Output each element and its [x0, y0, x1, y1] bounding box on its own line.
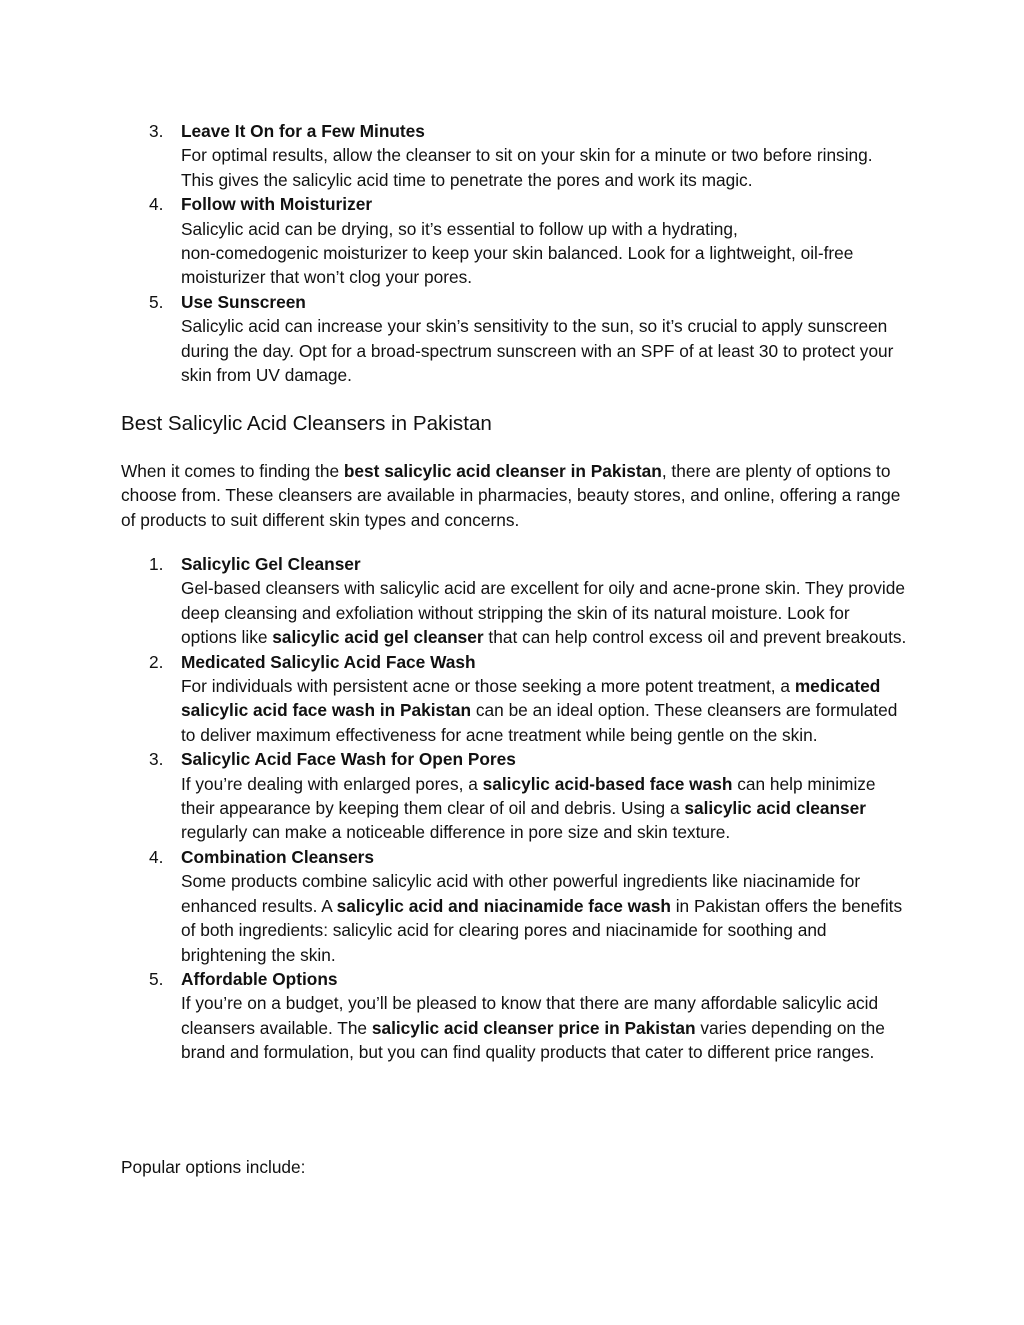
item-title: Combination Cleansers [181, 846, 375, 867]
body-text: For individuals with persistent acne or those seeking a more potent treatment, a [181, 676, 795, 697]
closing-paragraph: Popular options include: [121, 1157, 306, 1177]
list-item [121, 747, 907, 845]
item-body: Salicylic acid can increase your skin’s sensitivity to the sun, so it’s crucial to apply sunscreen during the day. Opt for a broad-spectrum sunscreen with an SPF of at least 30 to protect your skin from UV damage. [181, 316, 894, 386]
item-title: Salicylic Acid Face Wash for Open Pores [181, 749, 516, 770]
intro-paragraph [121, 459, 911, 532]
item-title: Medicated Salicylic Acid Face Wash [181, 651, 476, 672]
item-body [181, 576, 907, 649]
body-text: can help minimize their appearance by keeping them clear of oil and debris. Using a [181, 773, 876, 819]
body-text: Gel-based cleansers with salicylic acid are excellent for oily and acne-prone skin. They provide deep cleansing and exfoliation without stripping the skin of its natural moisture. Look for options like [181, 578, 905, 648]
item-body-line: Salicylic acid can be drying, so it’s essential to follow up with a hydrating, [181, 218, 738, 239]
section-heading: Best Salicylic Acid Cleansers in Pakistan [121, 412, 492, 435]
bold-phrase: salicylic acid and niacinamide face wash [336, 895, 671, 916]
list-number: 1. [149, 554, 164, 574]
body-text: varies depending on the brand and formulation, but you can find quality products that cater to different price ranges. [181, 1017, 885, 1063]
intro-bold-phrase: best salicylic acid cleanser in Pakistan [343, 461, 662, 481]
list-number: 3. [149, 121, 164, 141]
item-body [181, 869, 907, 967]
item-title: Affordable Options [181, 968, 338, 989]
body-text: If you’re on a budget, you’ll be pleased to know that there are many affordable salicylic acid cleansers available. The [181, 993, 879, 1038]
list-number: 4. [149, 846, 164, 867]
bold-phrase: salicylic acid cleanser price in Pakistan [371, 1017, 696, 1038]
list-item [121, 119, 907, 192]
list-item [121, 967, 907, 1065]
list-number: 3. [149, 749, 164, 770]
item-body-rest: non-comedogenic moisturizer to keep your skin balanced. Look for a lightweight, oil-free moisturizer that won’t clog your pores. [181, 243, 854, 288]
list-item [121, 192, 907, 290]
item-body [181, 217, 907, 290]
item-body [181, 991, 907, 1064]
list-number: 5. [149, 968, 164, 989]
list-item [121, 845, 907, 967]
list-number: 4. [149, 194, 164, 215]
bold-phrase: medicated salicylic acid face wash in Pakistan [181, 676, 881, 721]
body-text: in Pakistan offers the benefits of both ingredients: salicylic acid for clearing pores and niacinamide for soothing and brightening the skin. [181, 895, 903, 965]
body-text: regularly can make a noticeable difference in pore size and skin texture. [181, 822, 731, 843]
usage-steps-list [121, 119, 907, 387]
list-item [121, 552, 907, 650]
item-title: Salicylic Gel Cleanser [181, 554, 361, 574]
list-number: 2. [149, 651, 164, 672]
bold-phrase: salicylic acid gel cleanser [272, 627, 484, 648]
body-text: Some products combine salicylic acid with other powerful ingredients like niacinamide for enhanced results. A [181, 871, 861, 916]
list-item [121, 650, 907, 748]
bold-phrase: salicylic acid-based face wash [482, 773, 733, 794]
cleansers-list [121, 552, 907, 1065]
item-title: Use Sunscreen [181, 291, 306, 312]
body-text: can be an ideal option. These cleansers are formulated to deliver maximum effectiveness for acne treatment while being gentle on the skin. [181, 700, 898, 745]
intro-text: When it comes to finding the [121, 461, 344, 481]
item-title: Leave It On for a Few Minutes [181, 121, 425, 141]
list-item [121, 290, 907, 388]
item-body [181, 674, 907, 747]
bold-phrase: salicylic acid cleanser [684, 798, 866, 819]
body-text: that can help control excess oil and prevent breakouts. [483, 627, 907, 648]
intro-text: , there are plenty of options to choose from. These cleansers are available in pharmacies, beauty stores, and online, offering a range of products to suit different skin types and concerns. [121, 461, 901, 530]
list-number: 5. [149, 291, 164, 312]
body-text: If you’re dealing with enlarged pores, a [181, 773, 483, 794]
item-body [181, 772, 907, 845]
item-body: For optimal results, allow the cleanser to sit on your skin for a minute or two before rinsing. This gives the salicylic acid time to penetrate the pores and work its magic. [181, 145, 873, 190]
item-title: Follow with Moisturizer [181, 194, 373, 215]
